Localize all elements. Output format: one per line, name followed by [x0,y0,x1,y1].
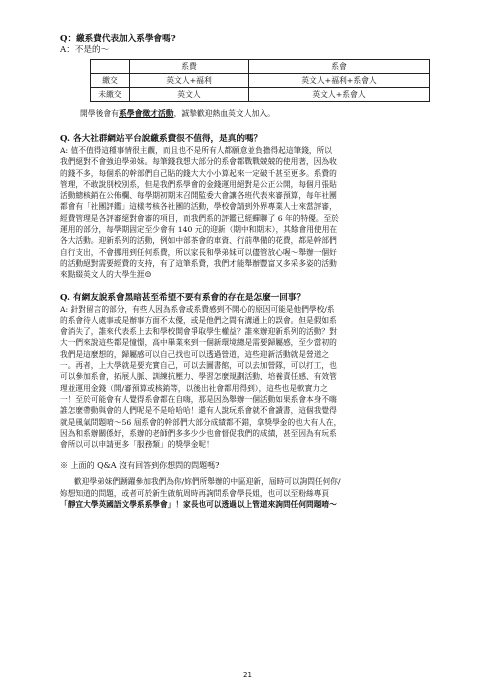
answer-line: 誰怎麼帶動與會的人們呢是不是哈哈哈！還有人說玩系會就不會讀書，這個我覺得 [60,406,337,416]
answer-line: 自行支出，不會挪用到任何系費，所以家長和學弟妹可以儘管放心喔～舉辦一個好 [60,247,337,257]
table-header-cell: 系會 [249,60,430,74]
answer-line: 大一們來說這些都是憧憬，高中畢業來到一個新環境總是需要歸屬感，至少當初的 [60,338,337,348]
answer-line: A: 針對留言的部分，有些人因為系會或系費感到不開心的原因可能是他們學校/系 [60,304,335,314]
table-cell: 繳交 [91,74,130,88]
answer-line: 活動總核銷在公佈欄、每學期初期末召開監委大會讓各班代表來審預算，每年社團 [60,191,337,201]
table-cell: 英文人+系會人 [249,88,430,102]
table-cell [91,60,130,74]
recruit-highlight: 系學會徵才活動 [118,109,174,118]
answer-line: 都會有「社團評鑑」這樣考核各社團的活動，學校會請到外界專業人士來當評審， [60,202,337,212]
fee-table [90,59,430,102]
answer-line: 的錢不多，每個系的幹部們自己貼的錢大大小小算起來一定破千甚至更多。系費的 [60,168,337,178]
note-text: 開學後會有 [80,109,119,118]
answer-line: A: 值不值得這種事情很主觀，而且也不是所有人都願意並負擔得起這筆錢，所以 [60,146,332,155]
question-3-title: Q. 有網友說系會黑暗甚至希望不要有系會的存在是怎麼一回事？ [60,292,306,303]
answer-line: 各大活動。迎新系列的活動，例如中部茶會的車資、行前準備的花費，都是幹部們 [60,236,337,246]
answer-line: 一。再者，上大學就是要充實自己，可以去圖書館，可以去加營隊，可以打工，也 [60,361,337,371]
answer-3 [60,304,454,451]
table-row [91,74,430,88]
table-cell: 英文人+福利+系會人 [249,74,430,88]
page-number: 21 [243,671,252,679]
note-text: ，誠摯歡迎熱血英文人加入。 [173,109,275,118]
answer-line: 理並運用金錢（開/審預算或核銷等，以後出社會都用得到），這些也是軟實力之 [60,383,328,393]
table-header-cell: 系費 [130,60,249,74]
answer-line: 就是風氣問題唷～56 屆系會的幹部們大部分成績都不錯，拿獎學金的也大有人在， [60,417,342,427]
answer-line: 我們絕對不會強迫學弟妹。每筆錢我想大部分的系會都戰戰兢兢的使用著，因為收 [60,157,337,167]
answer-line: 來點綴英文人的大學生涯☺ [60,270,152,280]
question-1: Q：繳系費代表加入系學會嗎? [60,34,176,44]
answer-line: 運用的部分，每學期固定至少會有 140 元的迎新（期中和期末），其餘會用使用在 [60,225,338,235]
more-questions-title: ※ 上面的 Q&A 沒有回答到你想問的問題嗎? [60,461,220,471]
body-line: 妳想知道的問題，或者可於新生啟航周時再詢問系會學長姐，也可以至粉絲專頁 [60,488,330,498]
answer-2 [60,145,454,281]
answer-line: 管理，不敢說別校別系，但是我們系學會的金錢運用絕對是公正公開，每個月張貼 [60,179,337,189]
answer-line: 我們是這麼想的，歸屬感可以自己找也可以透過營道，這些迎新活動就是營道之 [60,349,330,359]
table-cell: 英文人 [130,88,249,102]
answer-line: 的活動絕對需要經費的支持，有了這筆系費，我們才能舉辦豐富又多采多姿的活動 [60,258,337,268]
answer-line: 因為和系辦關係好，系辦的老師們多多少少也會督促我們的成績，甚至因為有玩系 [60,428,337,438]
body-line: 「靜宜大學英國語文學系系學會」！家長也可以透過以上管道來詢問任何問題唷～ [60,500,337,510]
answer-line: 會所以可以申請更多「服務類」的獎學金呢！ [60,440,214,450]
table-cell: 英文人+福利 [130,74,249,88]
document-page [60,34,454,510]
more-questions-body [60,476,454,510]
answer-line: 的系會待人處事或是辦事方面不太優，或是他們之間有溝通上的誤會。但是假如系 [60,315,337,325]
table-row [91,88,430,102]
recruit-note [80,108,454,120]
answer-line: 一！至於可能會有人覺得系會都在自嗨，那是因為舉辦一個活動如果系會本身不嗨 [60,394,337,404]
body-line: 歡迎學弟妹們踴躍參加我們為你/妳們所舉辦的中區迎新，屆時可以詢問任何你/ [74,477,341,487]
answer-line: 經費管理是各評審絕對會審的項目，而我們系的評鑑已經蟬聯了 6 年的特優。至於 [60,213,339,223]
answer-line: 可以參加系會，拓展人脈、訓練抗壓力、學習怎麼規劃活動、培養責任感、有效管 [60,372,337,382]
question-2-title: Q. 各大社群網站平台說繳系費很不值得，是真的嗎？ [60,134,263,144]
answer-1: A：不是的～ [60,45,110,55]
answer-line: 會消失了，誰來代表系上去和學校開會爭取學生權益？誰來辦迎新系列的活動？對 [60,327,337,337]
table-cell: 未繳交 [91,88,130,102]
table-header-row [91,60,430,74]
